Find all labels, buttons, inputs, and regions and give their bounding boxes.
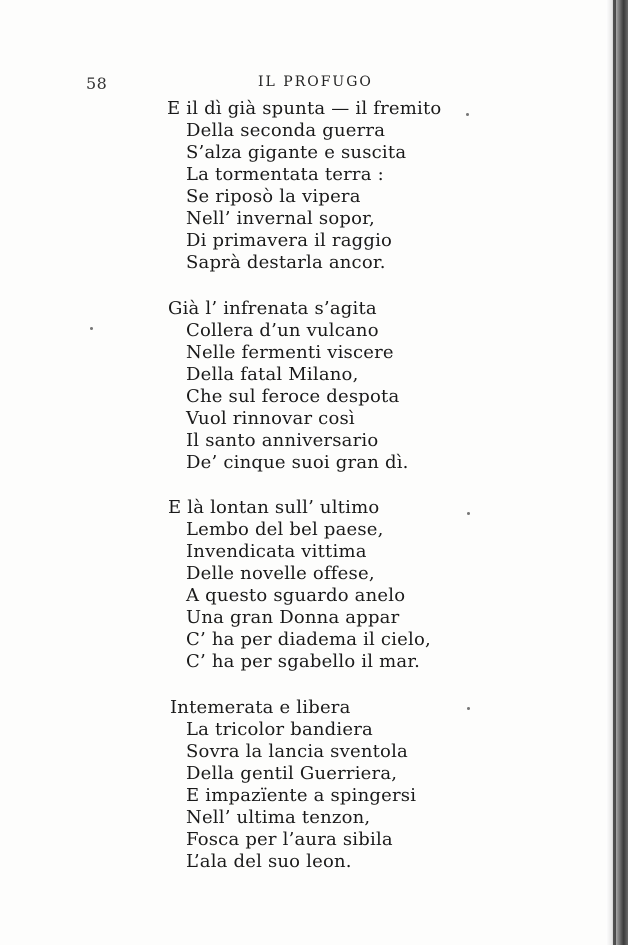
verse-line: E là lontan sull’ ultimo (168, 497, 380, 518)
print-speck (467, 707, 470, 710)
verse-line: Nell’ invernal sopor, (186, 208, 375, 229)
page-number: 58 (86, 74, 108, 93)
verse-line: Invendicata vittima (186, 541, 367, 562)
binding-line (613, 0, 616, 945)
verse-line: Una gran Donna appar (186, 607, 400, 628)
verse-line: Collera d’un vulcano (186, 320, 379, 341)
verse-line: Di primavera il raggio (186, 230, 393, 251)
print-speck (467, 512, 470, 515)
verse-line: Sovra la lancia sventola (186, 741, 408, 762)
verse-line: Già l’ infrenata s’agita (168, 298, 377, 319)
page-edge-shadow (606, 0, 628, 945)
verse-line: Della seconda guerra (186, 120, 386, 141)
verse-line: Saprà destarla ancor. (186, 252, 386, 273)
print-speck (90, 327, 93, 330)
verse-line: Nell’ ultima tenzon, (186, 807, 371, 828)
verse-line: C’ ha per diadema il cielo, (186, 629, 431, 650)
running-title: IL PROFUGO (258, 74, 373, 90)
verse-line: Della fatal Milano, (186, 364, 359, 385)
verse-line: L’ala del suo leon. (186, 851, 352, 872)
verse-line: La tormentata terra : (186, 164, 384, 185)
print-speck (466, 113, 469, 116)
verse-line: E impazïente a spingersi (186, 785, 417, 806)
verse-line: Della gentil Guerriera, (186, 763, 398, 784)
verse-line: Nelle fermenti viscere (186, 342, 394, 363)
verse-line: A questo sguardo anelo (186, 585, 406, 606)
verse-line: Il santo anniversario (186, 430, 379, 451)
verse-line: Che sul feroce despota (186, 386, 400, 407)
verse-line: C’ ha per sgabello il mar. (186, 651, 421, 672)
verse-line: E il dì già spunta — il fremito (167, 98, 442, 119)
verse-line: Se riposò la vipera (186, 186, 361, 207)
verse-line: Intemerata e libera (170, 697, 351, 718)
verse-line: De’ cinque suoi gran dì. (186, 452, 409, 473)
verse-line: Fosca per l’aura sibila (186, 829, 393, 850)
verse-line: La tricolor bandiera (186, 719, 373, 740)
verse-line: Delle novelle offese, (186, 563, 375, 584)
verse-line: Lembo del bel paese, (186, 519, 384, 540)
verse-line: Vuol rinnovar così (186, 408, 355, 429)
verse-line: S’alza gigante e suscita (186, 142, 407, 163)
